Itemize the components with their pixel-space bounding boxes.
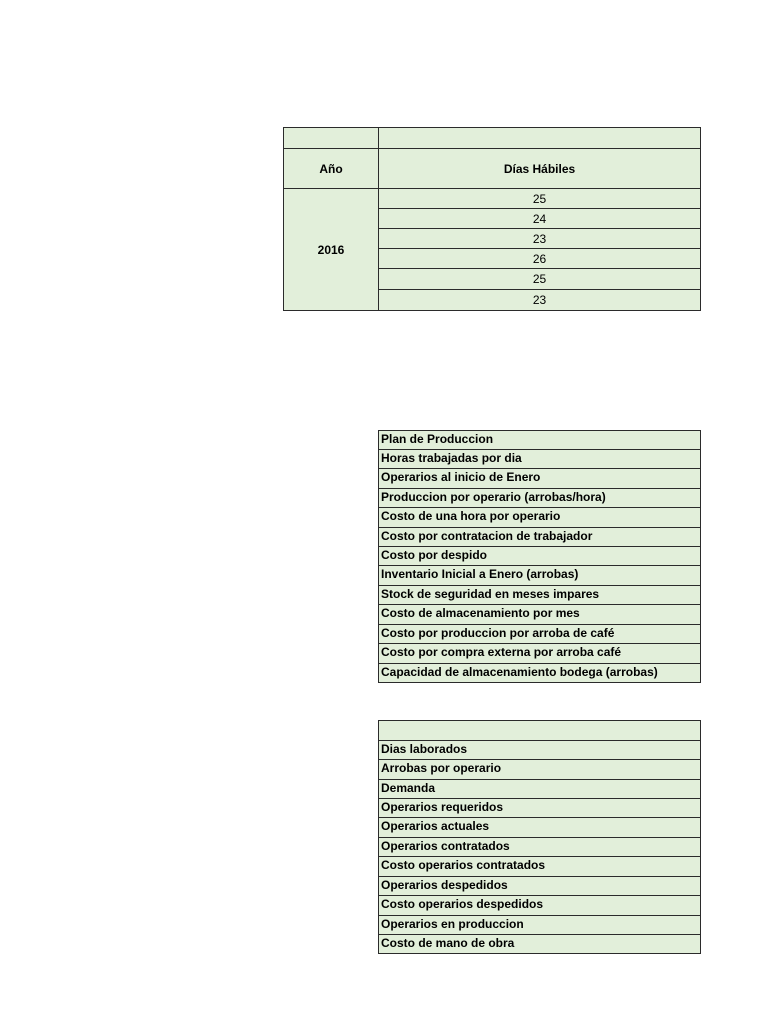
header-days-label: Días Hábiles bbox=[503, 161, 576, 176]
table-row bbox=[378, 876, 701, 896]
table-row bbox=[378, 488, 701, 508]
days-value: 24 bbox=[532, 211, 547, 226]
table-row bbox=[378, 934, 701, 954]
row-label: Costo operarios contratados bbox=[381, 858, 546, 872]
table-row bbox=[378, 468, 701, 489]
table-row bbox=[378, 817, 701, 838]
table-row bbox=[378, 663, 701, 683]
row-label: Produccion por operario (arrobas/hora) bbox=[381, 490, 606, 504]
row-label: Costo por contratacion de trabajador bbox=[381, 529, 593, 543]
header-year bbox=[283, 148, 379, 189]
table1-top-right-blank bbox=[378, 127, 701, 149]
table1-top-left-blank bbox=[283, 127, 379, 149]
row-label: Operarios actuales bbox=[381, 819, 490, 833]
days-row bbox=[378, 289, 701, 311]
table-row bbox=[378, 643, 701, 664]
table-row bbox=[378, 915, 701, 935]
row-label: Stock de seguridad en meses impares bbox=[381, 587, 600, 601]
table-row bbox=[378, 740, 701, 760]
table-row bbox=[378, 759, 701, 780]
table-row bbox=[378, 895, 701, 916]
row-label: Plan de Produccion bbox=[381, 432, 494, 446]
table-row bbox=[378, 779, 701, 799]
row-label: Costo por compra externa por arroba café bbox=[381, 645, 622, 659]
days-value: 25 bbox=[532, 272, 547, 286]
row-label: Horas trabajadas por dia bbox=[381, 451, 522, 465]
row-label: Costo por despido bbox=[381, 548, 487, 562]
row-label: Costo de mano de obra bbox=[381, 936, 515, 950]
table-row bbox=[378, 449, 701, 469]
row-label: Costo de una hora por operario bbox=[381, 509, 561, 523]
row-label: Operarios contratados bbox=[381, 839, 510, 853]
table-row bbox=[378, 507, 701, 528]
days-row bbox=[378, 188, 701, 209]
row-label: Operarios en produccion bbox=[381, 917, 524, 931]
row-label: Capacidad de almacenamiento bodega (arrobas) bbox=[381, 665, 658, 679]
days-value: 26 bbox=[532, 251, 547, 266]
row-label: Demanda bbox=[381, 781, 436, 795]
row-label: Costo de almacenamiento por mes bbox=[381, 606, 580, 620]
table-row bbox=[378, 565, 701, 586]
table-row bbox=[378, 546, 701, 566]
table-row bbox=[378, 856, 701, 877]
year-label: 2016 bbox=[317, 242, 345, 257]
row-label: Operarios al inicio de Enero bbox=[381, 470, 541, 484]
table-row bbox=[378, 527, 701, 547]
header-year-label: Año bbox=[319, 161, 343, 176]
row-label: Operarios despedidos bbox=[381, 878, 508, 892]
days-row bbox=[378, 228, 701, 249]
table-row bbox=[378, 837, 701, 857]
days-row bbox=[378, 268, 701, 290]
table-row bbox=[378, 798, 701, 818]
year-cell bbox=[283, 188, 379, 311]
table-row bbox=[378, 604, 701, 625]
days-row bbox=[378, 248, 701, 269]
table-row bbox=[378, 624, 701, 644]
days-value: 23 bbox=[532, 231, 547, 246]
table-header-blank bbox=[378, 720, 701, 741]
days-value: 25 bbox=[532, 191, 547, 206]
row-label: Costo operarios despedidos bbox=[381, 897, 544, 911]
row-label: Arrobas por operario bbox=[381, 761, 502, 775]
days-value: 23 bbox=[532, 293, 547, 307]
header-days bbox=[378, 148, 701, 189]
row-label: Inventario Inicial a Enero (arrobas) bbox=[381, 567, 579, 581]
row-label: Dias laborados bbox=[381, 742, 468, 756]
row-label: Costo por produccion por arroba de café bbox=[381, 626, 615, 640]
row-label: Operarios requeridos bbox=[381, 800, 504, 814]
days-row bbox=[378, 208, 701, 229]
table-row bbox=[378, 585, 701, 605]
table-row bbox=[378, 430, 701, 450]
